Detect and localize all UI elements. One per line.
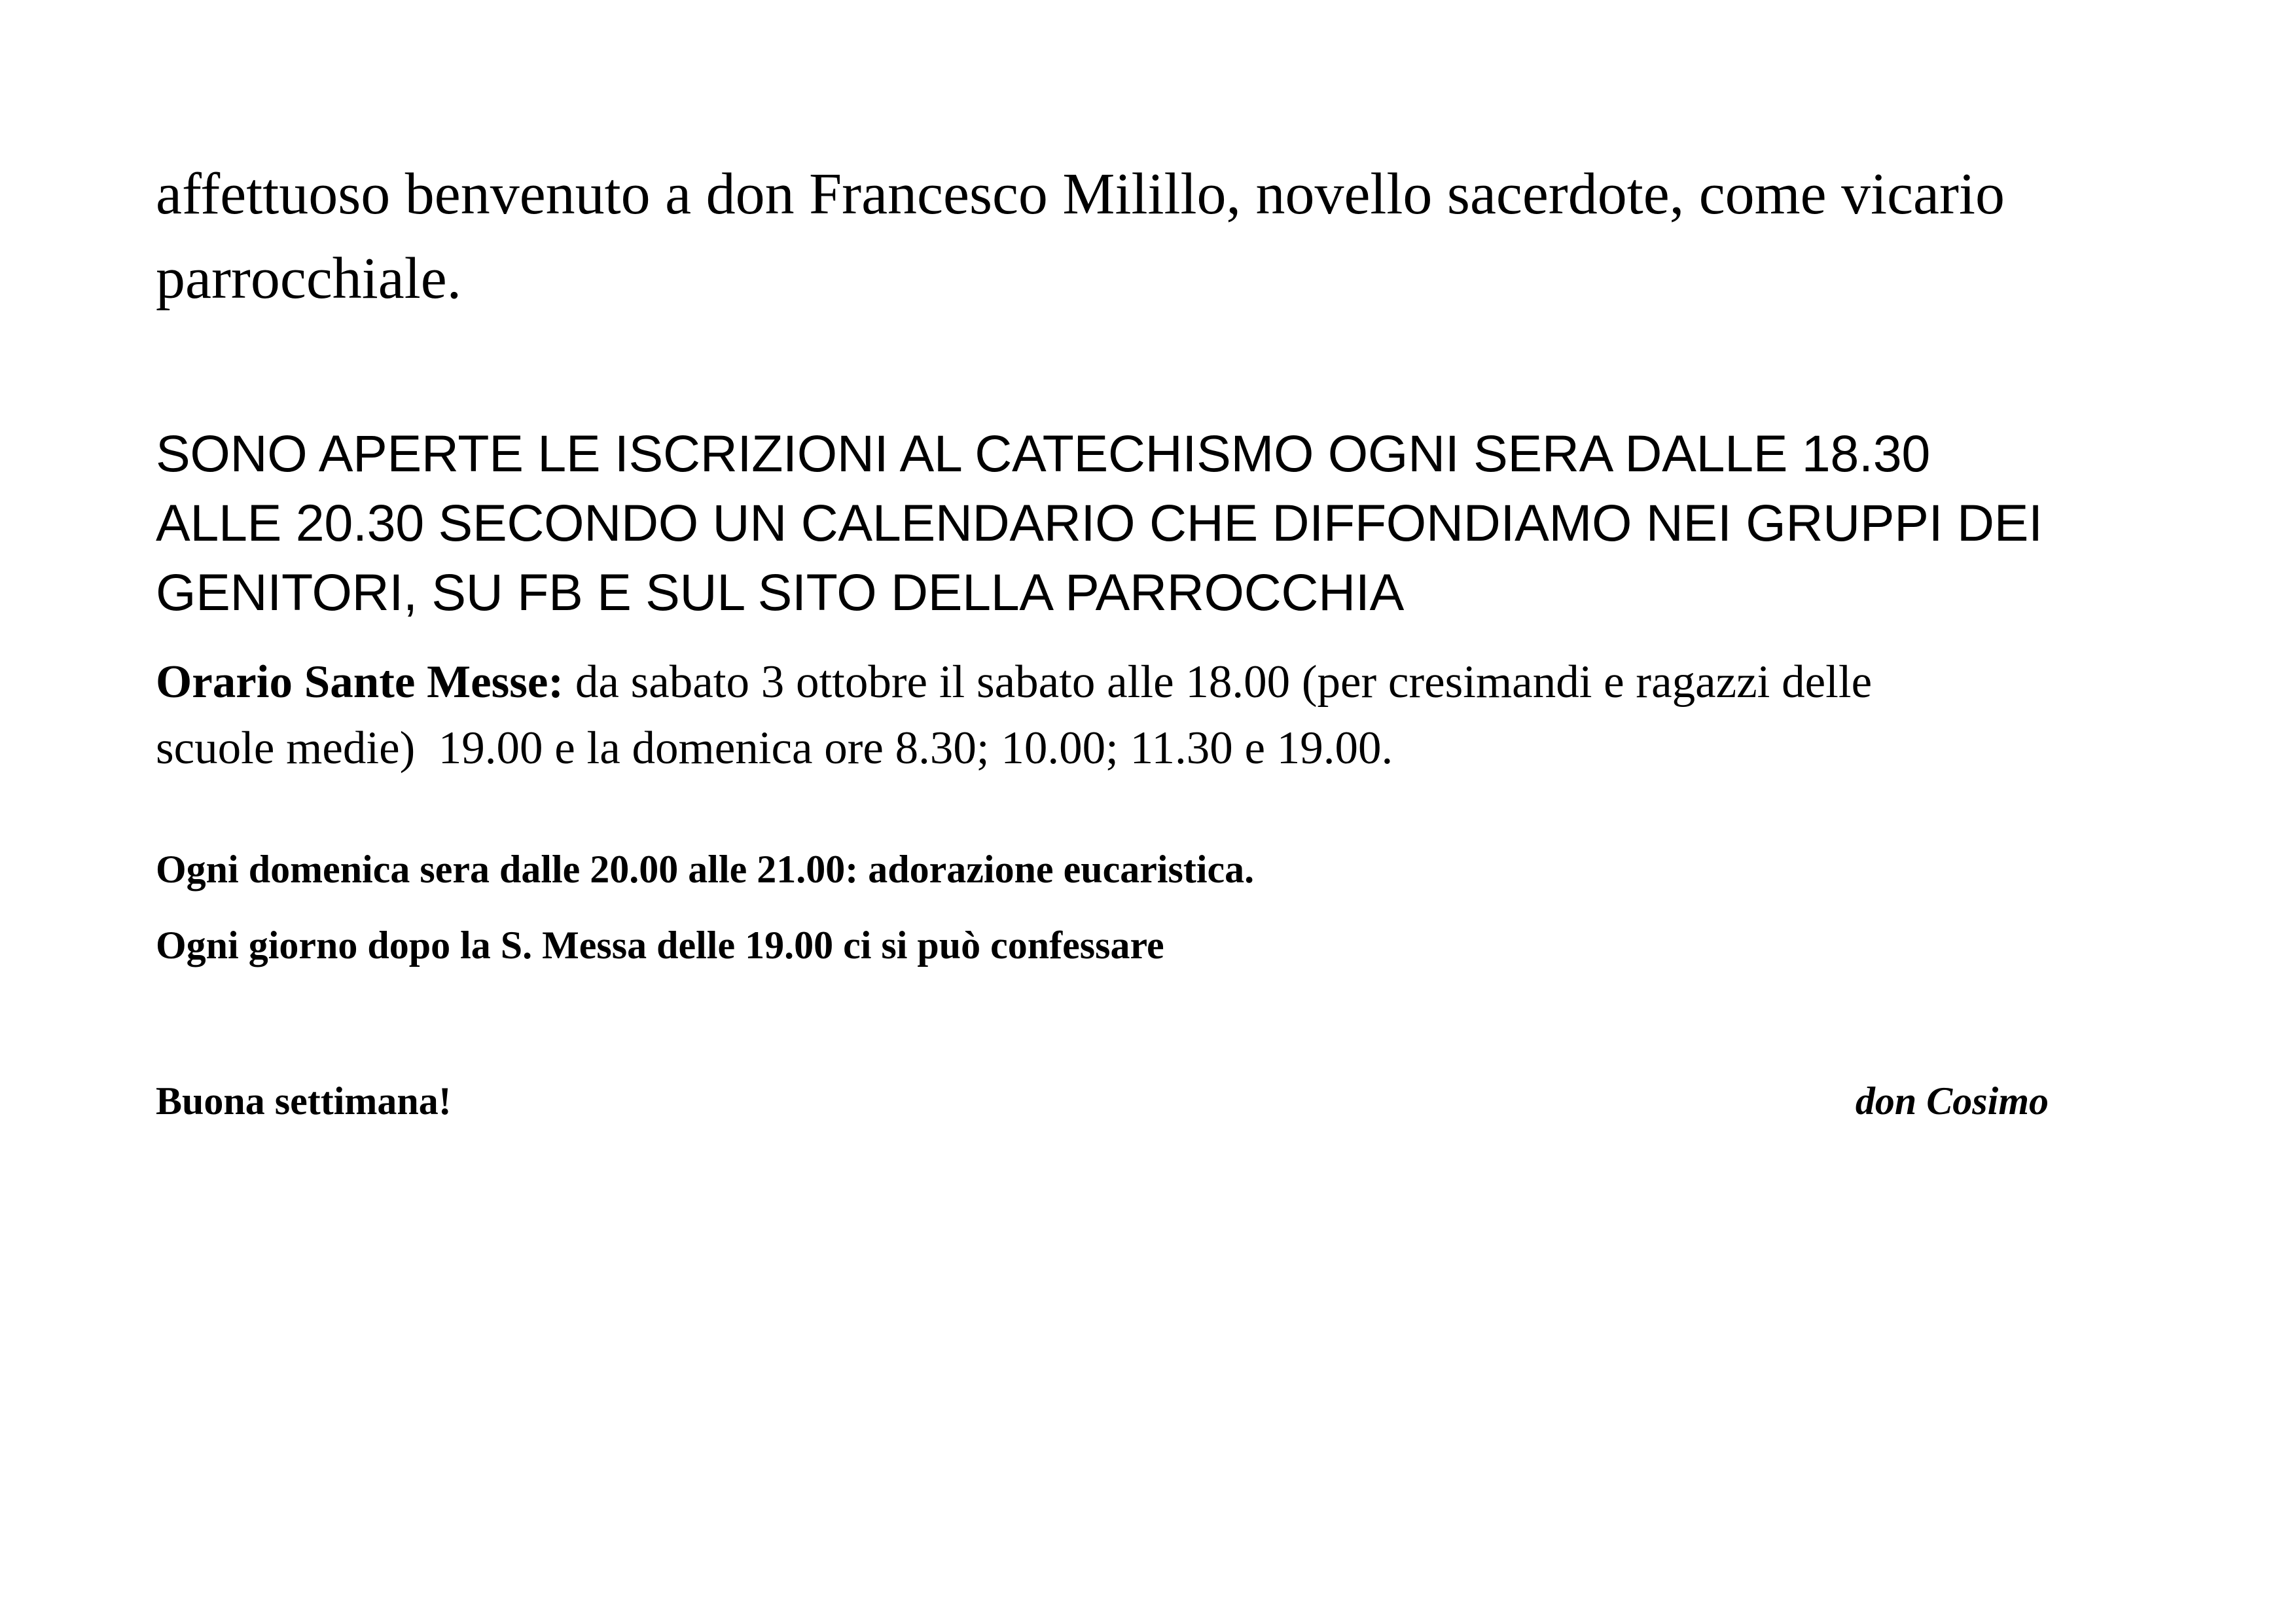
closing-line <box>156 1075 2049 1127</box>
mass-times-paragraph <box>156 649 1872 782</box>
announcement-line-3: GENITORI, SU FB E SUL SITO DELLA PARROCCHIA <box>156 563 1404 621</box>
catechism-announcement <box>156 419 2043 627</box>
mass-times-label: Orario Sante Messe: <box>156 657 564 708</box>
greeting: Buona settimana! <box>156 1079 452 1123</box>
adoration-notice: Ogni domenica sera dalle 20.00 alle 21.00: adorazione eucaristica. <box>156 848 1255 891</box>
announcement-line-1: SONO APERTE LE ISCRIZIONI AL CATECHISMO OGNI SERA DALLE 18.30 <box>156 424 1930 482</box>
confession-notice: Ogni giorno dopo la S. Messa delle 19.00 ci si può confessare <box>156 924 1164 967</box>
signature: don Cosimo <box>1855 1079 2049 1123</box>
announcement-line-2: ALLE 20.30 SECONDO UN CALENDARIO CHE DIFFONDIAMO NEI GRUPPI DEI <box>156 494 2043 552</box>
mass-times-line-2: scuole medie) 19.00 e la domenica ore 8.30; 10.00; 11.30 e 19.00. <box>156 723 1393 774</box>
mass-times-line-1: da sabato 3 ottobre il sabato alle 18.00 (per cresimandi e ragazzi delle <box>564 657 1873 708</box>
intro-line-1: affettuoso benvenuto a don Francesco Milillo, novello sacerdote, come vicario <box>156 162 2005 226</box>
intro-line-2: parrocchiale. <box>156 246 462 311</box>
intro-paragraph <box>156 152 2005 321</box>
